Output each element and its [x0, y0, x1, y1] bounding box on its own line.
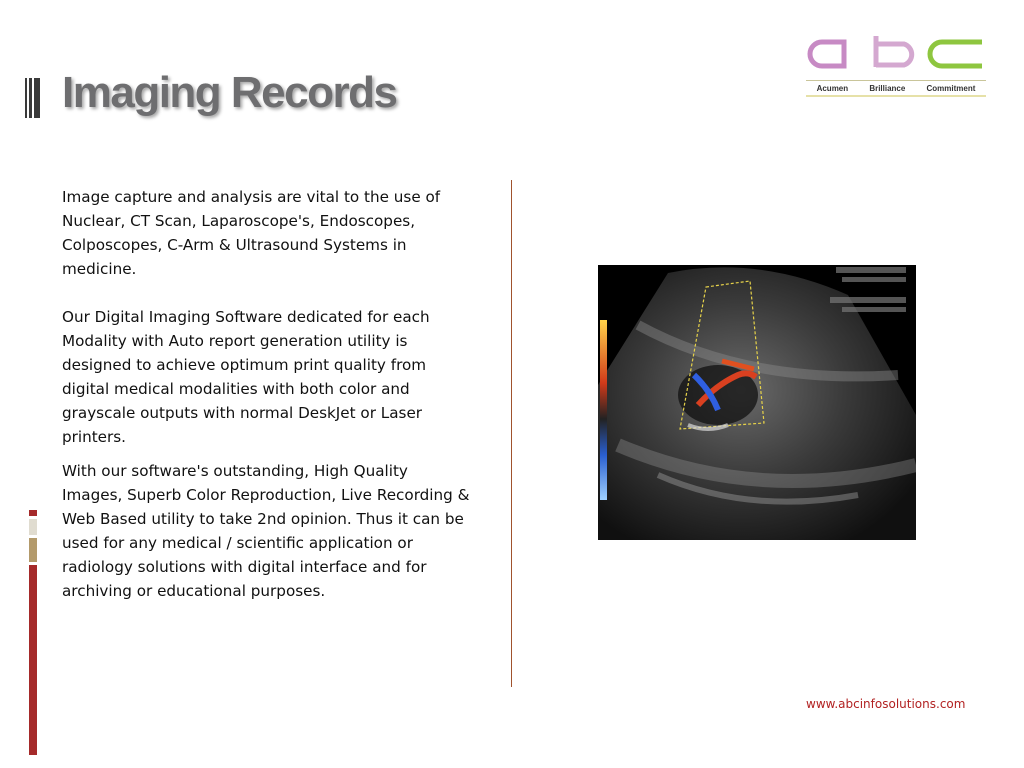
left-accent-bar	[29, 510, 37, 516]
body-text	[62, 185, 472, 627]
left-accent-bar	[29, 519, 37, 535]
tagline-brilliance: Brilliance	[869, 83, 906, 93]
tagline-commitment: Commitment	[926, 83, 976, 93]
logo-tagline	[806, 80, 986, 97]
paragraph-software: Our Digital Imaging Software dedicated for each Modality with Auto report generation utility is designed to achieve optimum print quality from digital medical modalities with both color and grayscale outputs with normal DeskJet or Laser printers.	[62, 308, 430, 446]
website-link[interactable]: www.abcinfosolutions.com	[806, 697, 966, 711]
left-accent-bar	[29, 538, 37, 562]
tagline-acumen: Acumen	[816, 83, 849, 93]
title-decoration	[25, 78, 41, 118]
vertical-divider	[511, 180, 512, 687]
paragraph-features: With our software's outstanding, High Quality Images, Superb Color Reproduction, Live Recording & Web Based utility to take 2nd opinion. Thus it can be used for any medical / scientific application or radiology solutions with digital interface and for archiving or educational purposes.	[62, 462, 470, 600]
paragraph-intro: Image capture and analysis are vital to the use of Nuclear, CT Scan, Laparoscope's, Endoscopes, Colposcopes, C-Arm & Ultrasound Systems in medicine.	[62, 188, 441, 278]
left-accent-bar	[29, 565, 37, 755]
page-title: Imaging Records	[62, 68, 397, 117]
ultrasound-image	[598, 265, 916, 540]
